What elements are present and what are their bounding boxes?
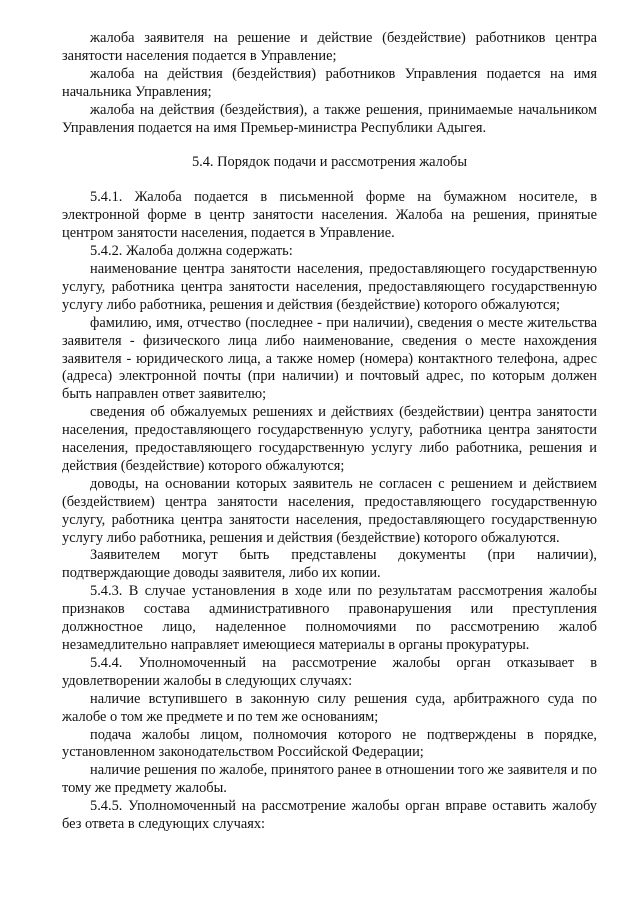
paragraph-item-name: наименование центра занятости населения, предоставляющего государственную услугу, работника центра занятости населения, предоставляющего государственную услугу либо работника, решения и действия (бездействие) которого обжалуются;	[62, 260, 597, 313]
paragraph-refusal-prior: наличие решения по жалобе, принятого ранее в отношении того же заявителя и по тому же предмету жалобы.	[62, 762, 597, 797]
paragraph-refusal-authority: подача жалобы лицом, полномочия которого не подтверждены в порядке, установленном законодательством Российской Федерации;	[62, 726, 597, 761]
paragraph-item-arguments: доводы, на основании которых заявитель не согласен с решением и действием (бездействием) центра занятости населения, предоставляющего государственную услугу, работника центра занятости населения, предоставляющего государственную услугу либо работника, решения и действия (бездействие) которого обжалуются.	[62, 475, 597, 546]
section-title: 5.4. Порядок подачи и рассмотрения жалобы	[191, 154, 468, 171]
document-page	[62, 30, 597, 834]
paragraph-5-4-5: 5.4.5. Уполномоченный на рассмотрение жалобы орган вправе оставить жалобу без ответа в следующих случаях:	[62, 798, 597, 833]
paragraph-5-4-3: 5.4.3. В случае установления в ходе или по результатам рассмотрения жалобы признаков состава административного правонарушения или преступления должностное лицо, наделенное полномочиями по рассмотрению жалоб незамедлительно направляет имеющиеся материалы в органы прокуратуры.	[62, 583, 597, 653]
paragraph-item-decisions: сведения об обжалуемых решениях и действиях (бездействии) центра занятости населения, предоставляющего государственную услугу, работника центра занятости населения, предоставляющего государственную услугу либо работника, решения и действия (бездействие) которого обжалуются;	[62, 404, 597, 474]
intro-paragraph-1: жалоба заявителя на решение и действие (бездействие) работников центра занятости населения подается в Управление;	[62, 30, 597, 64]
paragraph-5-4-2: 5.4.2. Жалоба должна содержать:	[90, 243, 293, 260]
intro-paragraph-3: жалоба на действия (бездействия), а также решения, принимаемые начальником Управления подается на имя Премьер-министра Республики Адыгея.	[62, 101, 597, 136]
paragraph-5-4-1: 5.4.1. Жалоба подается в письменной форме на бумажном носителе, в электронной форме в центр занятости населения. Жалоба на решения, принятые центром занятости населения, подается в Управление.	[62, 189, 597, 242]
paragraph-refusal-court: наличие вступившего в законную силу решения суда, арбитражного суда по жалобе о том же предмете и по тем же основаниям;	[62, 690, 597, 725]
paragraph-documents: Заявителем могут быть представлены документы (при наличии), подтверждающие доводы заявителя, либо их копии.	[62, 547, 597, 582]
paragraph-item-fio: фамилию, имя, отчество (последнее - при наличии), сведения о месте жительства заявителя - физического лица либо наименование, сведения о месте нахождения заявителя - юридического лица, а также номер (номера) контактного телефона, адрес (адреса) электронной почты (при наличии) и почтовый адрес, по которым должен быть направлен ответ заявителю;	[62, 314, 597, 403]
paragraph-5-4-4: 5.4.4. Уполномоченный на рассмотрение жалобы орган отказывает в удовлетворении жалобы в следующих случаях:	[62, 654, 597, 689]
intro-paragraph-2: жалоба на действия (бездействия) работников Управления подается на имя начальника Управления;	[62, 65, 597, 100]
